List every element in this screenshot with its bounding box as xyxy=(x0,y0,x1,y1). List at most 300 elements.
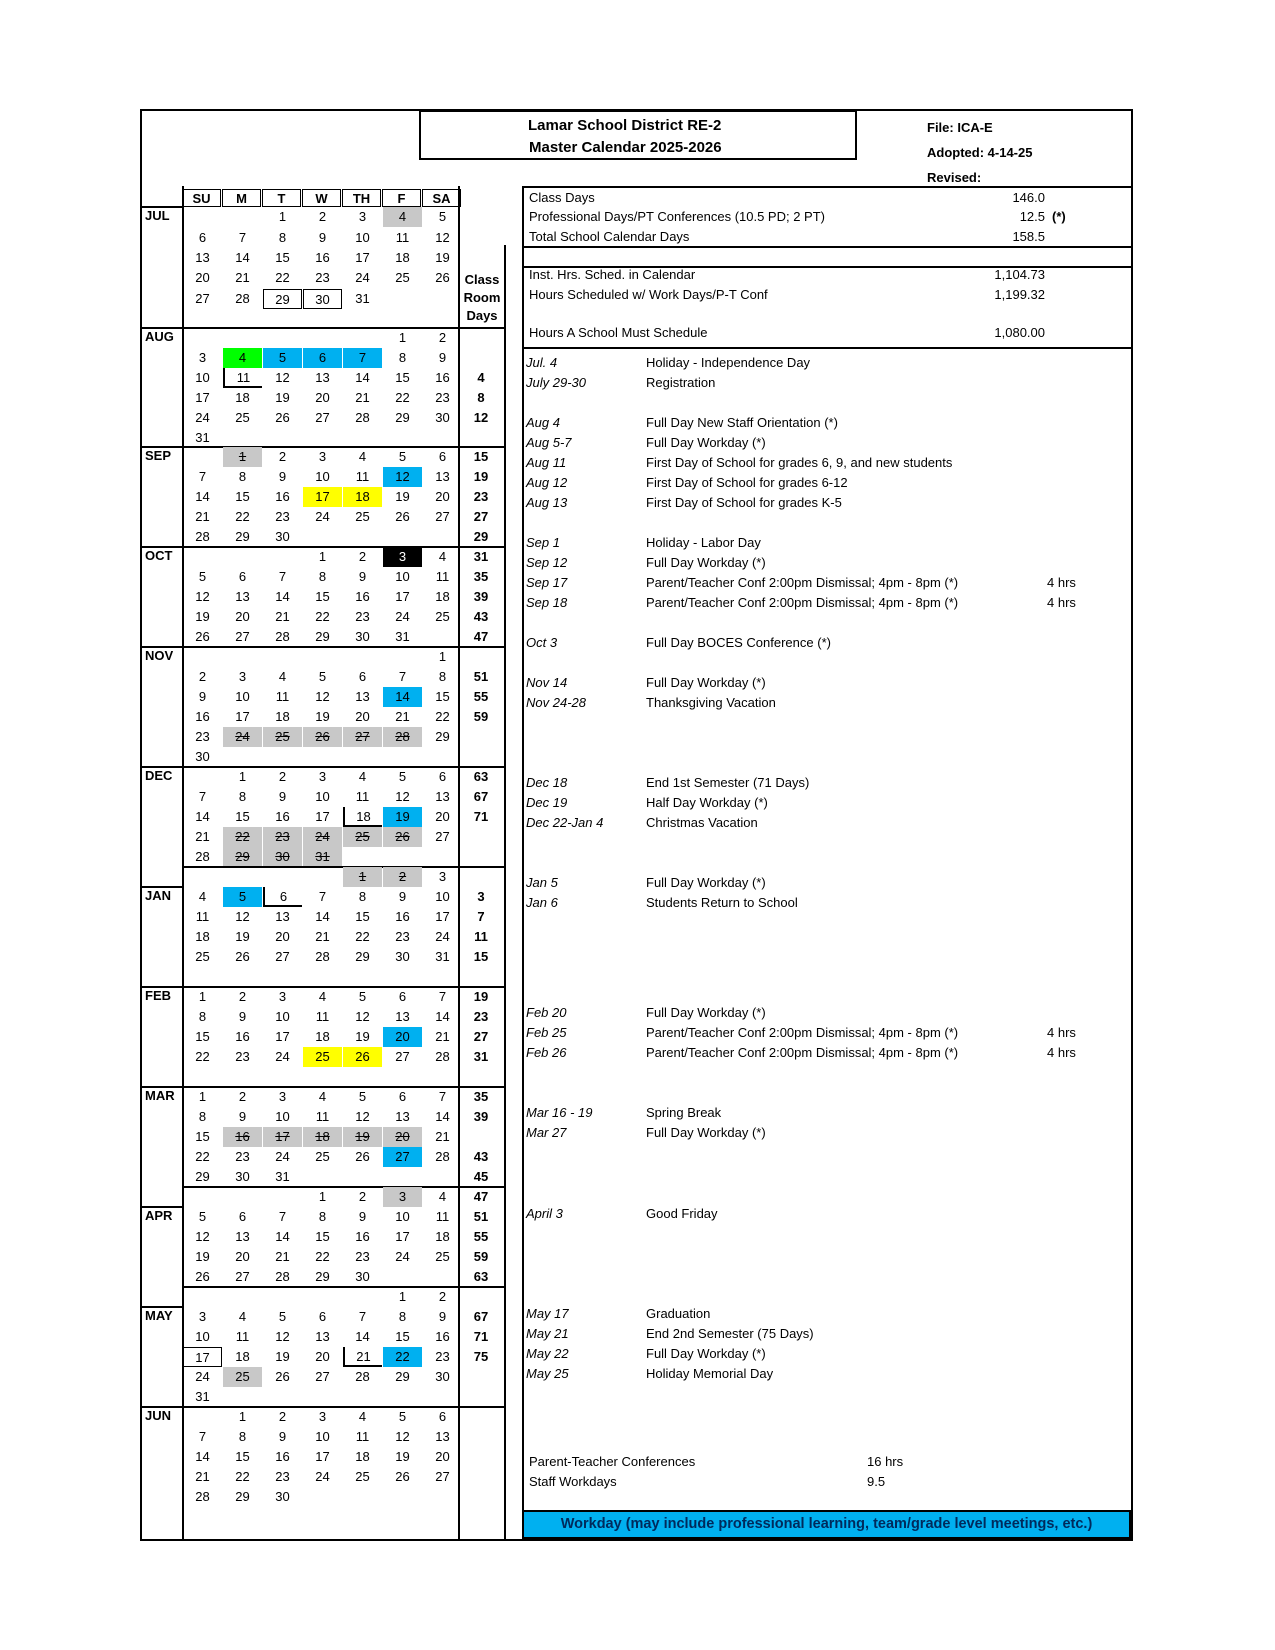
class-day-count: 12 xyxy=(473,410,489,425)
day-cell: 12 xyxy=(315,689,330,704)
month-label-dec: DEC xyxy=(145,768,173,783)
class-day-count: 59 xyxy=(473,709,489,724)
empty-day-cell xyxy=(303,1287,342,1307)
day-cell: 5 xyxy=(398,449,407,464)
class-day-count: 31 xyxy=(473,549,489,564)
empty-day-cell xyxy=(423,527,462,547)
day-cell: 12 xyxy=(235,909,250,924)
day-cell: 23 xyxy=(263,827,302,847)
empty-day-cell xyxy=(183,547,222,567)
day-cell: 3 xyxy=(318,769,327,784)
summary-value: 1,199.32 xyxy=(994,287,1045,302)
day-cell: 16 xyxy=(315,250,330,265)
day-cell: 6 xyxy=(438,449,447,464)
event-date: May 21 xyxy=(526,1326,569,1341)
day-cell: 7 xyxy=(318,889,327,904)
day-cell: 10 xyxy=(275,1109,290,1124)
day-cell: 24 xyxy=(223,727,262,747)
day-cell: 31 xyxy=(395,629,410,644)
day-cell: 28 xyxy=(435,1049,450,1064)
day-header-w: W xyxy=(302,189,341,207)
day-cell: 16 xyxy=(275,489,290,504)
day-cell: 6 xyxy=(318,1309,327,1324)
day-cell: 16 xyxy=(395,909,410,924)
day-cell: 10 xyxy=(315,1429,330,1444)
day-cell: 29 xyxy=(395,1369,410,1384)
event-date: Jan 6 xyxy=(526,895,558,910)
day-cell: 26 xyxy=(195,629,210,644)
day-cell: 13 xyxy=(315,370,330,385)
day-cell: 30 xyxy=(395,949,410,964)
day-cell: 25 xyxy=(355,1469,370,1484)
day-cell: 14 xyxy=(195,809,210,824)
day-cell: 27 xyxy=(315,410,330,425)
day-cell: 24 xyxy=(355,270,370,285)
empty-day-cell xyxy=(223,647,262,667)
event-description: Spring Break xyxy=(646,1105,722,1120)
day-cell: 2 xyxy=(438,1289,447,1304)
day-cell: 22 xyxy=(195,1149,210,1164)
event-date: Aug 5-7 xyxy=(526,435,572,450)
empty-day-cell xyxy=(263,1287,302,1307)
day-cell: 28 xyxy=(383,727,422,747)
day-cell: 20 xyxy=(195,270,210,285)
day-cell: 31 xyxy=(195,1389,210,1404)
day-cell: 19 xyxy=(275,1349,290,1364)
day-cell: 22 xyxy=(435,709,450,724)
day-cell: 20 xyxy=(383,1027,422,1047)
class-day-count: 63 xyxy=(473,1269,489,1284)
day-cell: 29 xyxy=(435,729,450,744)
event-hours: 4 hrs xyxy=(1047,575,1076,590)
class-room-days-label: Days xyxy=(466,308,498,323)
day-cell: 12 xyxy=(395,1429,410,1444)
event-description: Good Friday xyxy=(646,1206,718,1221)
day-cell: 2 xyxy=(238,1089,247,1104)
day-cell: 15 xyxy=(355,909,370,924)
day-cell: 14 xyxy=(275,589,290,604)
day-cell: 9 xyxy=(438,350,447,365)
day-cell: 13 xyxy=(235,589,250,604)
day-cell: 17 xyxy=(395,589,410,604)
day-cell: 25 xyxy=(355,509,370,524)
day-cell: 17 xyxy=(263,1127,302,1147)
class-day-count: 45 xyxy=(473,1169,489,1184)
event-date: Nov 24-28 xyxy=(526,695,586,710)
event-description: Parent/Teacher Conf 2:00pm Dismissal; 4pm - 8pm (*) xyxy=(646,595,959,610)
empty-day-cell xyxy=(223,328,262,348)
day-cell: 4 xyxy=(278,669,287,684)
day-cell: 14 xyxy=(355,370,370,385)
empty-day-cell xyxy=(223,1387,262,1407)
day-cell: 4 xyxy=(223,348,262,368)
day-cell: 29 xyxy=(315,629,330,644)
day-cell: 22 xyxy=(383,1347,422,1367)
day-cell: 11 xyxy=(195,909,210,924)
day-cell: 23 xyxy=(355,609,370,624)
day-cell: 10 xyxy=(395,1209,410,1224)
day-cell: 14 xyxy=(355,1329,370,1344)
empty-day-cell xyxy=(343,428,382,448)
day-cell: 18 xyxy=(343,807,382,827)
day-cell: 3 xyxy=(318,449,327,464)
day-cell: 2 xyxy=(318,209,327,224)
day-cell: 14 xyxy=(435,1109,450,1124)
day-cell: 24 xyxy=(275,1149,290,1164)
day-cell: 2 xyxy=(278,1409,287,1424)
class-day-count: 11 xyxy=(474,929,488,944)
count-divider xyxy=(504,245,506,1540)
day-cell: 25 xyxy=(223,1367,262,1387)
event-description: Full Day Workday (*) xyxy=(646,1346,766,1361)
class-day-count: 63 xyxy=(473,769,489,784)
empty-day-cell xyxy=(303,328,342,348)
event-description: Full Day Workday (*) xyxy=(646,675,766,690)
day-cell: 16 xyxy=(355,589,370,604)
day-cell: 20 xyxy=(435,489,450,504)
day-cell: 5 xyxy=(398,769,407,784)
day-cell: 6 xyxy=(238,1209,247,1224)
legend-workday: Workday (may include professional learning, team/grade level meetings, etc.) xyxy=(522,1510,1131,1539)
event-description: Holiday Memorial Day xyxy=(646,1366,774,1381)
event-date: Aug 4 xyxy=(526,415,560,430)
day-cell: 8 xyxy=(398,1309,407,1324)
class-day-count: 67 xyxy=(473,789,489,804)
day-cell: 8 xyxy=(358,889,367,904)
class-day-count: 43 xyxy=(473,1149,489,1164)
event-date: Aug 11 xyxy=(526,455,567,470)
day-cell: 23 xyxy=(275,509,290,524)
empty-day-cell xyxy=(383,289,422,309)
day-cell: 26 xyxy=(383,827,422,847)
day-cell: 5 xyxy=(198,569,207,584)
day-cell: 29 xyxy=(223,847,262,867)
day-cell: 19 xyxy=(343,1127,382,1147)
class-day-count: 3 xyxy=(477,889,485,904)
day-cell: 10 xyxy=(195,370,210,385)
day-cell: 16 xyxy=(435,1329,450,1344)
day-cell: 8 xyxy=(198,1109,207,1124)
day-cell: 9 xyxy=(318,230,327,245)
empty-day-cell xyxy=(183,447,222,467)
day-cell: 10 xyxy=(315,469,330,484)
day-cell: 23 xyxy=(315,270,330,285)
day-cell: 22 xyxy=(275,270,290,285)
empty-day-cell xyxy=(343,1487,382,1507)
event-date: Nov 14 xyxy=(526,675,568,690)
day-cell: 14 xyxy=(315,909,330,924)
empty-day-cell xyxy=(303,527,342,547)
day-cell: 18 xyxy=(235,1349,250,1364)
day-cell: 10 xyxy=(275,1009,290,1024)
day-cell: 9 xyxy=(238,1109,247,1124)
day-cell: 15 xyxy=(235,1449,250,1464)
day-cell: 19 xyxy=(355,1029,370,1044)
total-label: Staff Workdays xyxy=(529,1474,617,1489)
day-header-th: TH xyxy=(342,189,381,207)
day-cell: 12 xyxy=(435,230,450,245)
day-cell: 12 xyxy=(195,589,210,604)
day-cell: 24 xyxy=(395,609,410,624)
day-cell: 5 xyxy=(223,887,262,907)
event-date: Aug 13 xyxy=(526,495,568,510)
empty-day-cell xyxy=(343,747,382,767)
event-hours: 4 hrs xyxy=(1047,1045,1076,1060)
class-day-count: 47 xyxy=(473,629,489,644)
empty-day-cell xyxy=(263,428,302,448)
empty-day-cell xyxy=(183,1407,222,1427)
day-cell: 12 xyxy=(275,1329,290,1344)
empty-day-cell xyxy=(183,767,222,787)
total-label: Parent-Teacher Conferences xyxy=(529,1454,696,1469)
day-cell: 29 xyxy=(355,949,370,964)
day-cell: 4 xyxy=(318,989,327,1004)
day-cell: 27 xyxy=(435,1469,450,1484)
day-cell: 11 xyxy=(395,230,410,245)
day-cell: 27 xyxy=(315,1369,330,1384)
day-cell: 12 xyxy=(275,370,290,385)
day-cell: 19 xyxy=(435,250,450,265)
empty-day-cell xyxy=(183,328,222,348)
empty-day-cell xyxy=(263,547,302,567)
day-cell: 1 xyxy=(278,209,287,224)
day-cell: 18 xyxy=(303,1127,342,1147)
day-cell: 17 xyxy=(315,809,330,824)
event-date: Sep 18 xyxy=(526,595,568,610)
day-cell: 22 xyxy=(223,827,262,847)
event-date: Oct 3 xyxy=(526,635,558,650)
day-cell: 15 xyxy=(195,1029,210,1044)
day-cell: 13 xyxy=(235,1229,250,1244)
day-cell: 16 xyxy=(435,370,450,385)
class-day-count: 55 xyxy=(473,1229,489,1244)
day-cell: 21 xyxy=(395,709,410,724)
day-cell: 30 xyxy=(303,289,342,309)
event-date: Sep 17 xyxy=(526,575,568,590)
day-cell: 3 xyxy=(198,1309,207,1324)
month-label-jan: JAN xyxy=(145,888,172,903)
class-day-count: 27 xyxy=(473,1029,489,1044)
summary-top-rule xyxy=(522,186,1133,188)
empty-day-cell xyxy=(423,1267,462,1287)
day-cell: 9 xyxy=(278,469,287,484)
class-day-count: 31 xyxy=(473,1049,489,1064)
day-cell: 6 xyxy=(438,769,447,784)
class-day-count: 29 xyxy=(473,529,489,544)
class-day-count: 23 xyxy=(473,489,489,504)
day-cell: 16 xyxy=(223,1127,262,1147)
day-cell: 17 xyxy=(303,487,342,507)
day-cell: 20 xyxy=(355,709,370,724)
day-cell: 13 xyxy=(275,909,290,924)
empty-day-cell xyxy=(343,1167,382,1187)
day-cell: 2 xyxy=(383,867,422,887)
day-cell: 17 xyxy=(183,1347,222,1367)
day-cell: 22 xyxy=(315,609,330,624)
empty-day-cell xyxy=(263,747,302,767)
day-cell: 21 xyxy=(195,509,210,524)
day-cell: 28 xyxy=(275,629,290,644)
day-cell: 23 xyxy=(235,1149,250,1164)
day-cell: 30 xyxy=(435,410,450,425)
day-cell: 9 xyxy=(358,1209,367,1224)
event-description: Parent/Teacher Conf 2:00pm Dismissal; 4pm - 8pm (*) xyxy=(646,575,959,590)
day-cell: 25 xyxy=(435,609,450,624)
day-cell: 15 xyxy=(195,1129,210,1144)
event-description: Christmas Vacation xyxy=(646,815,758,830)
day-cell: 26 xyxy=(355,1149,370,1164)
empty-day-cell xyxy=(303,647,342,667)
day-cell: 9 xyxy=(238,1009,247,1024)
day-cell: 20 xyxy=(315,1349,330,1364)
day-cell: 6 xyxy=(398,989,407,1004)
day-cell: 9 xyxy=(278,789,287,804)
day-cell: 18 xyxy=(235,390,250,405)
day-cell: 27 xyxy=(343,727,382,747)
day-cell: 21 xyxy=(343,1347,382,1367)
month-separator xyxy=(140,1306,182,1308)
day-cell: 7 xyxy=(438,989,447,1004)
day-cell: 20 xyxy=(383,1127,422,1147)
summary-label: Total School Calendar Days xyxy=(529,229,690,244)
day-cell: 18 xyxy=(435,589,450,604)
event-description: First Day of School for grades K-5 xyxy=(646,495,842,510)
class-day-count: 8 xyxy=(477,390,485,405)
event-description: End 1st Semester (71 Days) xyxy=(646,775,810,790)
day-cell: 3 xyxy=(278,989,287,1004)
day-cell: 23 xyxy=(435,390,450,405)
day-cell: 9 xyxy=(438,1309,447,1324)
day-cell: 21 xyxy=(195,1469,210,1484)
empty-day-cell xyxy=(303,428,342,448)
day-cell: 15 xyxy=(315,1229,330,1244)
day-cell: 15 xyxy=(315,589,330,604)
day-cell: 7 xyxy=(278,569,287,584)
day-cell: 7 xyxy=(278,1209,287,1224)
day-cell: 26 xyxy=(303,727,342,747)
class-day-count: 35 xyxy=(473,1089,489,1104)
day-header-f: F xyxy=(382,189,421,207)
day-cell: 1 xyxy=(318,1189,327,1204)
day-cell: 11 xyxy=(315,1009,330,1024)
event-date: Sep 1 xyxy=(526,535,560,550)
day-cell: 7 xyxy=(198,1429,207,1444)
day-cell: 22 xyxy=(315,1249,330,1264)
day-cell: 7 xyxy=(398,669,407,684)
event-date: Feb 26 xyxy=(526,1045,567,1060)
day-cell: 13 xyxy=(435,789,450,804)
summary-rule-1 xyxy=(522,246,1133,248)
day-cell: 3 xyxy=(318,1409,327,1424)
day-cell: 5 xyxy=(358,989,367,1004)
day-cell: 29 xyxy=(395,410,410,425)
empty-day-cell xyxy=(223,1187,262,1207)
empty-day-cell xyxy=(183,1287,222,1307)
day-cell: 26 xyxy=(275,410,290,425)
day-cell: 11 xyxy=(235,1329,250,1344)
day-cell: 21 xyxy=(235,270,250,285)
day-cell: 6 xyxy=(238,569,247,584)
day-cell: 24 xyxy=(303,827,342,847)
day-cell: 30 xyxy=(263,847,302,867)
day-cell: 31 xyxy=(355,291,370,306)
event-date: Feb 20 xyxy=(526,1005,567,1020)
class-day-count: 23 xyxy=(473,1009,489,1024)
day-cell: 19 xyxy=(195,1249,210,1264)
event-hours: 4 hrs xyxy=(1047,595,1076,610)
day-cell: 30 xyxy=(355,629,370,644)
day-cell: 17 xyxy=(275,1029,290,1044)
day-cell: 8 xyxy=(278,230,287,245)
day-cell: 1 xyxy=(238,1409,247,1424)
event-date: Jan 5 xyxy=(526,875,558,890)
day-cell: 24 xyxy=(275,1049,290,1064)
day-cell: 11 xyxy=(355,789,370,804)
month-separator xyxy=(140,206,182,208)
event-date: Aug 12 xyxy=(526,475,568,490)
day-cell: 10 xyxy=(195,1329,210,1344)
day-cell: 2 xyxy=(278,769,287,784)
day-cell: 25 xyxy=(195,949,210,964)
event-date: May 25 xyxy=(526,1366,569,1381)
empty-day-cell xyxy=(303,1487,342,1507)
day-cell: 10 xyxy=(395,569,410,584)
day-cell: 15 xyxy=(395,1329,410,1344)
event-date: Dec 22-Jan 4 xyxy=(526,815,604,830)
day-cell: 7 xyxy=(238,230,247,245)
empty-day-cell xyxy=(343,847,382,867)
day-cell: 17 xyxy=(195,390,210,405)
month-label-apr: APR xyxy=(145,1208,173,1223)
day-cell: 4 xyxy=(383,207,422,227)
event-description: First Day of School for grades 6-12 xyxy=(646,475,848,490)
day-cell: 14 xyxy=(435,1009,450,1024)
day-cell: 27 xyxy=(195,291,210,306)
empty-day-cell xyxy=(423,747,462,767)
summary-value: 1,080.00 xyxy=(994,325,1045,340)
day-cell: 29 xyxy=(263,289,302,309)
day-cell: 24 xyxy=(195,1369,210,1384)
day-cell: 6 xyxy=(303,348,342,368)
day-cell: 13 xyxy=(395,1009,410,1024)
class-day-count: 19 xyxy=(473,989,489,1004)
day-cell: 7 xyxy=(198,789,207,804)
event-date: Mar 27 xyxy=(526,1125,567,1140)
day-cell: 18 xyxy=(355,1449,370,1464)
empty-day-cell xyxy=(303,1167,342,1187)
event-description: Full Day Workday (*) xyxy=(646,875,766,890)
day-cell: 22 xyxy=(235,509,250,524)
day-cell: 10 xyxy=(435,889,450,904)
event-hours: 4 hrs xyxy=(1047,1025,1076,1040)
day-cell: 26 xyxy=(435,270,450,285)
event-date: Mar 16 - 19 xyxy=(526,1105,593,1120)
day-cell: 20 xyxy=(275,929,290,944)
day-cell: 14 xyxy=(275,1229,290,1244)
day-cell: 13 xyxy=(435,469,450,484)
class-day-count: 43 xyxy=(473,609,489,624)
day-cell: 13 xyxy=(315,1329,330,1344)
day-cell: 7 xyxy=(343,348,382,368)
event-date: Dec 18 xyxy=(526,775,568,790)
event-description: Full Day Workday (*) xyxy=(646,1125,766,1140)
day-cell: 4 xyxy=(238,1309,247,1324)
day-cell: 18 xyxy=(275,709,290,724)
class-day-count: 15 xyxy=(473,949,489,964)
empty-day-cell xyxy=(303,867,342,887)
event-description: Holiday - Labor Day xyxy=(646,535,761,550)
day-cell: 23 xyxy=(275,1469,290,1484)
